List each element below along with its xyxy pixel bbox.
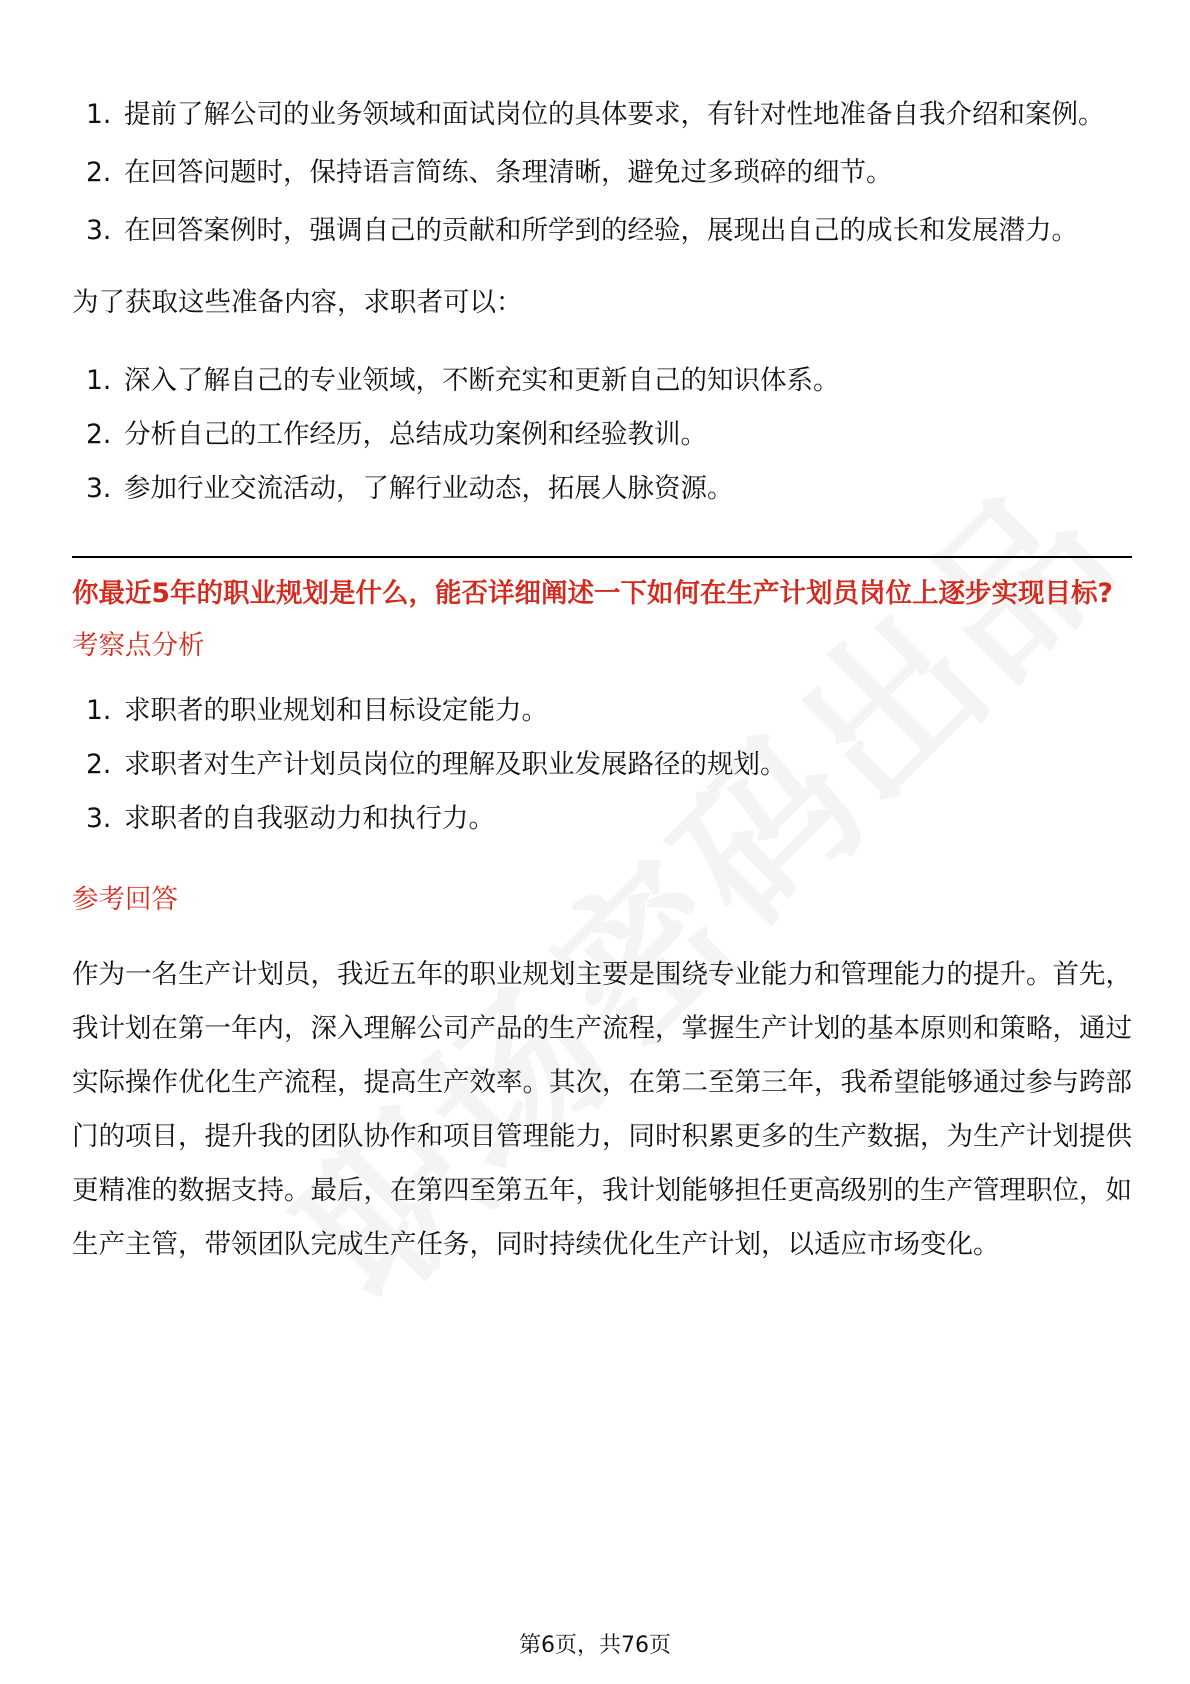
list-number: 2. xyxy=(86,157,112,188)
list-item xyxy=(72,354,1132,408)
answer-heading: 参考回答 xyxy=(72,884,178,915)
list-number: 3. xyxy=(86,473,112,504)
list-item xyxy=(72,86,1132,144)
list-number: 3. xyxy=(86,215,112,246)
list-item-text: 求职者的自我驱动力和执行力。 xyxy=(124,803,495,834)
document-page xyxy=(72,86,1132,1272)
list-item xyxy=(72,202,1132,260)
list-item xyxy=(72,408,1132,462)
list-item-text: 在回答问题时，保持语言简练、条理清晰，避免过多琐碎的细节。 xyxy=(124,157,893,188)
page-footer: 第6页，共76页 xyxy=(519,1633,671,1658)
analysis-list xyxy=(72,684,1132,846)
analysis-heading: 考察点分析 xyxy=(72,630,205,661)
list-item xyxy=(72,462,1132,516)
preparation-tips-list xyxy=(72,86,1132,260)
list-number: 1. xyxy=(86,99,112,130)
answer-paragraph: 作为一名生产计划员，我近五年的职业规划主要是围绕专业能力和管理能力的提升。首先，我计划在第一年内，深入理解公司产品的生产流程，掌握生产计划的基本原则和策略，通过实际操作优化生产流程，提高生产效率。其次，在第二至第三年，我希望能够通过参与跨部门的项目，提升我的团队协作和项目管理能力，同时积累更多的生产数据，为生产计划提供更精准的数据支持。最后，在第四至第五年，我计划能够担任更高级别的生产管理职位，如生产主管，带领团队完成生产任务，同时持续优化生产计划，以适应市场变化。 xyxy=(72,959,1132,1260)
list-number: 1. xyxy=(86,695,112,726)
list-item-text: 在回答案例时，强调自己的贡献和所学到的经验，展现出自己的成长和发展潜力。 xyxy=(124,215,1078,246)
list-item xyxy=(72,738,1132,792)
list-item-text: 求职者的职业规划和目标设定能力。 xyxy=(124,695,548,726)
list-number: 1. xyxy=(86,365,112,396)
list-number: 3. xyxy=(86,803,112,834)
list-item-text: 提前了解公司的业务领域和面试岗位的具体要求，有针对性地准备自我介绍和案例。 xyxy=(124,99,1105,130)
section-divider xyxy=(72,556,1132,558)
list-item-text: 分析自己的工作经历，总结成功案例和经验教训。 xyxy=(124,419,707,450)
list-item-text: 参加行业交流活动，了解行业动态，拓展人脉资源。 xyxy=(124,473,734,504)
interview-question: 你最近5年的职业规划是什么，能否详细阐述一下如何在生产计划员岗位上逐步实现目标? xyxy=(72,578,1113,609)
list-item-text: 深入了解自己的专业领域，不断充实和更新自己的知识体系。 xyxy=(124,365,840,396)
list-item xyxy=(72,144,1132,202)
list-item-text: 求职者对生产计划员岗位的理解及职业发展路径的规划。 xyxy=(124,749,787,780)
list-number: 2. xyxy=(86,749,112,780)
list-item xyxy=(72,792,1132,846)
intro-paragraph: 为了获取这些准备内容，求职者可以： xyxy=(72,287,523,318)
list-item xyxy=(72,684,1132,738)
list-number: 2. xyxy=(86,419,112,450)
acquisition-methods-list xyxy=(72,354,1132,516)
